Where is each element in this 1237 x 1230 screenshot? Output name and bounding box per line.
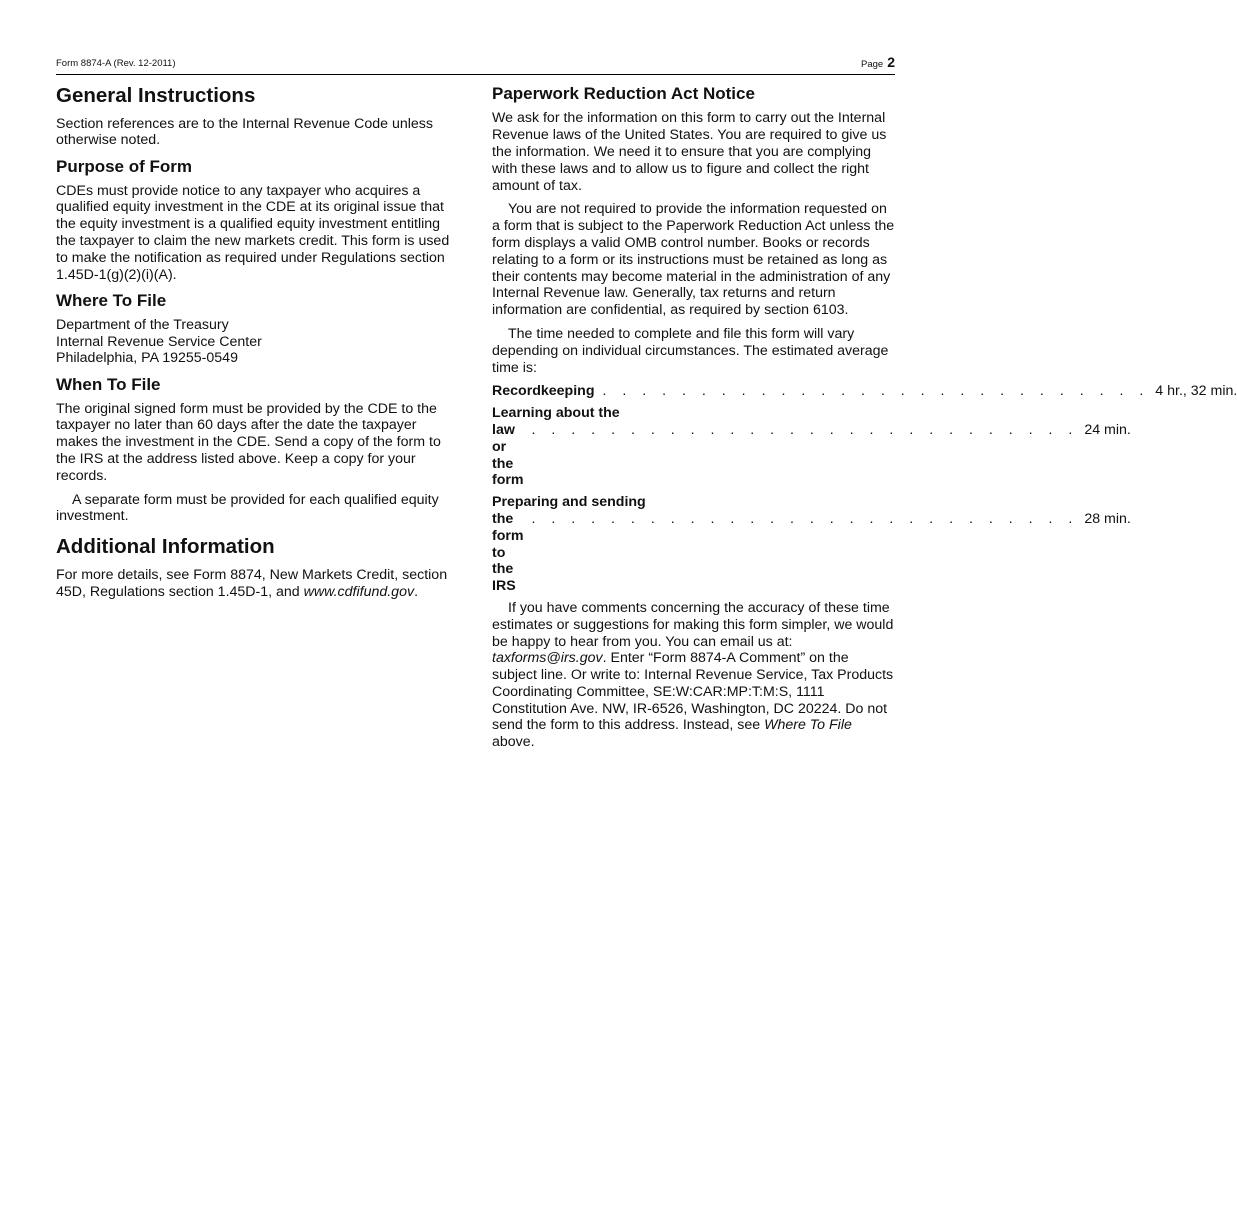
address-line: Department of the Treasury [56, 316, 229, 333]
email-link[interactable]: taxforms@irs.gov [492, 650, 603, 667]
leader-dots: . . . . . . . . . . . . . . . . . . . . . . . . . . . . [531, 510, 1079, 527]
comments-text: above. [492, 734, 535, 751]
time-row-preparing [492, 494, 1131, 595]
page-number: 2 [887, 54, 895, 70]
left-column [56, 84, 456, 607]
general-instructions-heading: General Instructions [56, 84, 256, 107]
purpose-text: CDEs must provide notice to any taxpayer who acquires a qualified equity investment in the CDE at its original issue that the equity investment is a qualified equity investment entitling the taxpayer to claim the new markets credit. This form is used to make the notification as required under Regulations section 1.45D-1(g)(2)(i)(A). [56, 182, 450, 283]
address-line: Philadelphia, PA 19255-0549 [56, 350, 238, 367]
comments-paragraph [492, 600, 895, 751]
time-label: Learning about the [492, 405, 620, 422]
additional-information-heading: Additional Information [56, 535, 275, 559]
time-label: the form to the IRS [492, 510, 524, 595]
comments-text: If you have comments concerning the accuracy of these time estimates or suggestions for making this form simpler, we would be happy to hear from you. You can email us at: [492, 599, 894, 650]
form-identifier: Form 8874-A (Rev. 12-2011) [56, 58, 176, 69]
when-to-file-heading: When To File [56, 375, 161, 395]
paperwork-paragraph-2: You are not required to provide the information requested on a form that is subject to the Paperwork Reduction Act unless the form displays a valid OMB control number. Books or records relating to a form or its instructions must be retained as long as their contents may become material in the administration of any Internal Revenue law. Generally, tax returns and return information are confidential, as required by section 6103. [492, 201, 895, 319]
page-indicator [861, 54, 895, 70]
where-to-file-reference: Where To File [764, 717, 852, 734]
time-row-learning [492, 405, 1131, 489]
time-value: 4 hr., 32 min. [1155, 383, 1237, 400]
time-label: law or the form [492, 421, 524, 489]
additional-text: For more details, see Form 8874, New Markets Credit, section 45D, Regulations section 1.45D-1, and [56, 566, 448, 600]
separate-form-text: A separate form must be provided for each qualified equity investment. [56, 491, 439, 525]
time-label: Preparing and sending [492, 494, 646, 511]
time-row-recordkeeping [492, 383, 1237, 400]
leader-dots: . . . . . . . . . . . . . . . . . . . . . . . . . . . . [531, 421, 1079, 438]
paperwork-paragraph-1: We ask for the information on this form to carry out the Internal Revenue laws of the United States. You are required to give us the information. We need it to ensure that you are complying with these laws and to allow us to figure and collect the right amount of tax. [492, 110, 887, 194]
leader-dots: . . . . . . . . . . . . . . . . . . . . . . . . . . . . [602, 383, 1150, 400]
address-line: Internal Revenue Service Center [56, 333, 262, 350]
comments-text: . Enter “Form 8874-A Comment” on the subject line. Or write to: Internal Revenue Service, Tax Products Coordinating Committee, SE:W:CAR:MP:T:M:S, 1111 Constitution Ave. NW, IR-6526, Washington, DC 20224. Do not send the form to this address. Instead, see [492, 650, 894, 734]
cdfifund-link[interactable]: www.cdfifund.gov [303, 583, 415, 600]
additional-end: . [414, 583, 419, 600]
page-header [56, 52, 895, 75]
paperwork-paragraph-3: The time needed to complete and file this form will vary depending on individual circumstances. The estimated average time is: [492, 325, 889, 376]
general-instructions-text: Section references are to the Internal Revenue Code unless otherwise noted. [56, 115, 433, 149]
additional-information-text [56, 567, 456, 601]
when-to-file-text: The original signed form must be provided by the CDE to the taxpayer no later than 60 days after the date the taxpayer makes the investment in the CDE. Send a copy of the form to the IRS at the address listed above. Keep a copy for your records. [56, 400, 441, 484]
irs-address [56, 317, 456, 367]
where-to-file-heading: Where To File [56, 291, 167, 311]
right-column [492, 84, 1237, 758]
time-value: 28 min. [1084, 510, 1131, 527]
time-label: Recordkeeping [492, 383, 595, 400]
purpose-heading: Purpose of Form [56, 157, 193, 177]
time-value: 24 min. [1084, 421, 1131, 438]
paperwork-heading: Paperwork Reduction Act Notice [492, 84, 755, 103]
page-label: Page [861, 59, 884, 70]
